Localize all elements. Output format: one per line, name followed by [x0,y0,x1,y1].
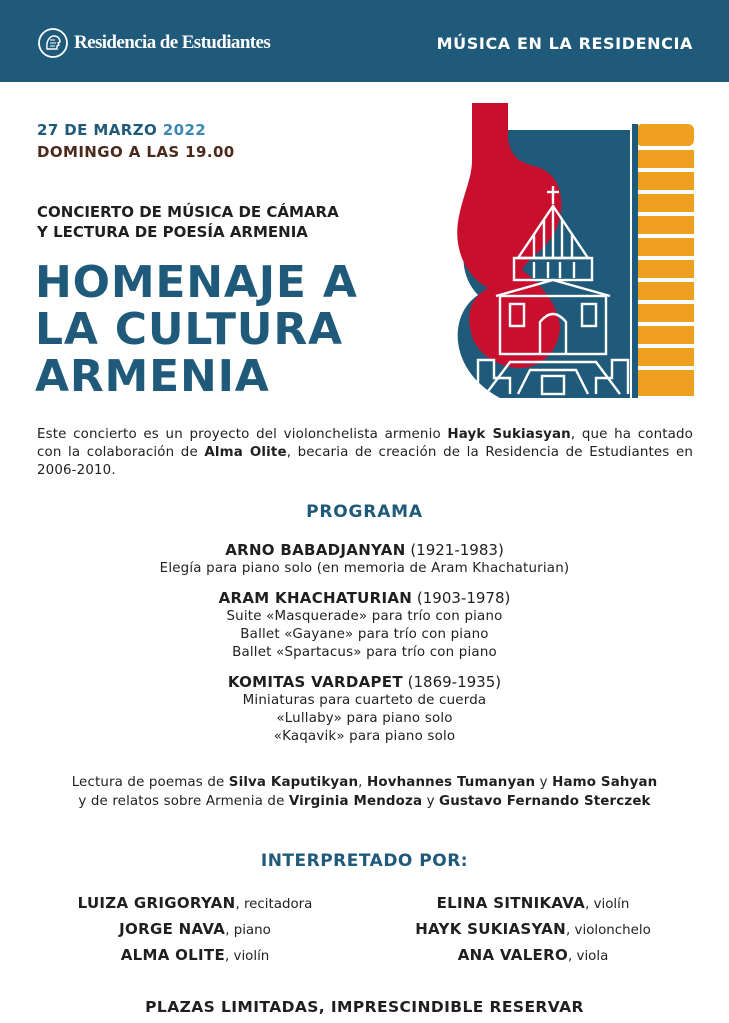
author-name: Virginia Mendoza [288,794,423,809]
performer-item [368,917,698,943]
intro-collaborator-name: Alma Olite [204,445,287,460]
performers-left-column [30,891,360,969]
intro-paragraph [37,426,693,480]
poet-name: Silva Kaputikyan [228,775,359,790]
intro-text-2: , que ha contado con la colaboración de [37,427,693,460]
composer-block [0,540,729,578]
performer-item [368,943,698,969]
armenia-artwork-illustration [448,100,698,400]
reading-line-1 [0,773,729,792]
performer-item [30,891,360,917]
author-name: Gustavo Fernando Sterczek [439,794,651,809]
poet-name: Hamo Sahyan [552,775,658,790]
composer-line [0,540,729,560]
composer-line [0,588,729,608]
header-bar [0,0,729,82]
work-item: Elegía para piano solo (en memoria de Aram Khachaturian) [159,561,570,576]
reservation-notice: PLAZAS LIMITADAS, IMPRESCINDIBLE RESERVAR [145,998,584,1016]
performer-role: , viola [568,949,609,964]
performer-name: ELINA SITNIKAVA [436,894,586,912]
event-date-year: 2022 [162,121,207,139]
composer-name: ARNO BABADJANYAN [225,541,406,559]
performers-heading: INTERPRETADO POR: [260,851,469,871]
composer-years: (1903-1978) [416,589,511,607]
performer-name: ANA VALERO [457,946,569,964]
title-line-1: HOMENAJE A [35,257,358,308]
performer-role: , violín [585,897,630,912]
performer-name: LUIZA GRIGORYAN [77,894,236,912]
reading-separator: , [358,775,367,790]
composer-block [0,672,729,746]
event-title [35,259,358,400]
work-item: «Lullaby» para piano solo [276,711,453,726]
program-heading: PROGRAMA [306,502,423,522]
performer-item [30,943,360,969]
intro-cellist-name: Hayk Sukiasyan [447,427,571,442]
event-subtitle [37,202,339,242]
subtitle-line-1: CONCIERTO DE MÚSICA DE CÁMARA [37,203,339,221]
poet-name: Hovhannes Tumanyan [367,775,536,790]
work-item: Ballet «Spartacus» para trío con piano [232,645,497,660]
composer-name: ARAM KHACHATURIAN [218,589,413,607]
intro-text-1: Este concierto es un proyecto del violonchelista armenio [37,427,448,442]
performer-name: JORGE NAVA [119,920,226,938]
reading-line-2 [0,792,729,811]
event-time: DOMINGO A LAS 19.00 [37,143,235,161]
work-item: Miniaturas para cuarteto de cuerda [242,693,487,708]
performer-role: , violín [225,949,270,964]
composer-name: KOMITAS VARDAPET [227,673,403,691]
program-list [0,540,729,756]
composer-block [0,588,729,662]
reading-paragraph [0,773,729,811]
reading-text: Lectura de poemas de [71,775,229,790]
work-item: Ballet «Gayane» para trío con piano [240,627,489,642]
performer-role: , recitadora [235,897,313,912]
reading-text: y de relatos sobre Armenia de [78,794,289,809]
composer-years: (1921-1983) [410,541,504,559]
performer-role: , violonchelo [566,923,651,938]
composer-line [0,672,729,692]
reading-separator: y [422,794,440,809]
event-date-day: 27 DE MARZO [37,121,158,139]
intro-text-3: , becaria de creación de la Residencia de Estudiantes en 2006-2010. [37,445,693,478]
title-line-2: LA CULTURA [35,304,343,355]
series-title: MÚSICA EN LA RESIDENCIA [436,34,693,53]
work-item: «Kaqavik» para piano solo [273,729,456,744]
title-line-3: ARMENIA [35,351,270,402]
performers-right-column [368,891,698,969]
performer-name: HAYK SUKIASYAN [415,920,567,938]
work-item: Suite «Masquerade» para trío con piano [226,609,503,624]
performer-item [368,891,698,917]
composer-years: (1869-1935) [407,673,502,691]
performer-name: ALMA OLITE [120,946,225,964]
logo[interactable] [38,28,270,58]
subtitle-line-2: Y LECTURA DE POESÍA ARMENIA [37,223,308,241]
reading-separator: y [535,775,553,790]
logo-text: Residencia de Estudiantes [74,32,271,53]
orange-keyboard-icon [632,124,694,398]
event-date [37,121,206,139]
performer-role: , piano [225,923,271,938]
performer-item [30,917,360,943]
residencia-logo-icon [38,28,68,58]
